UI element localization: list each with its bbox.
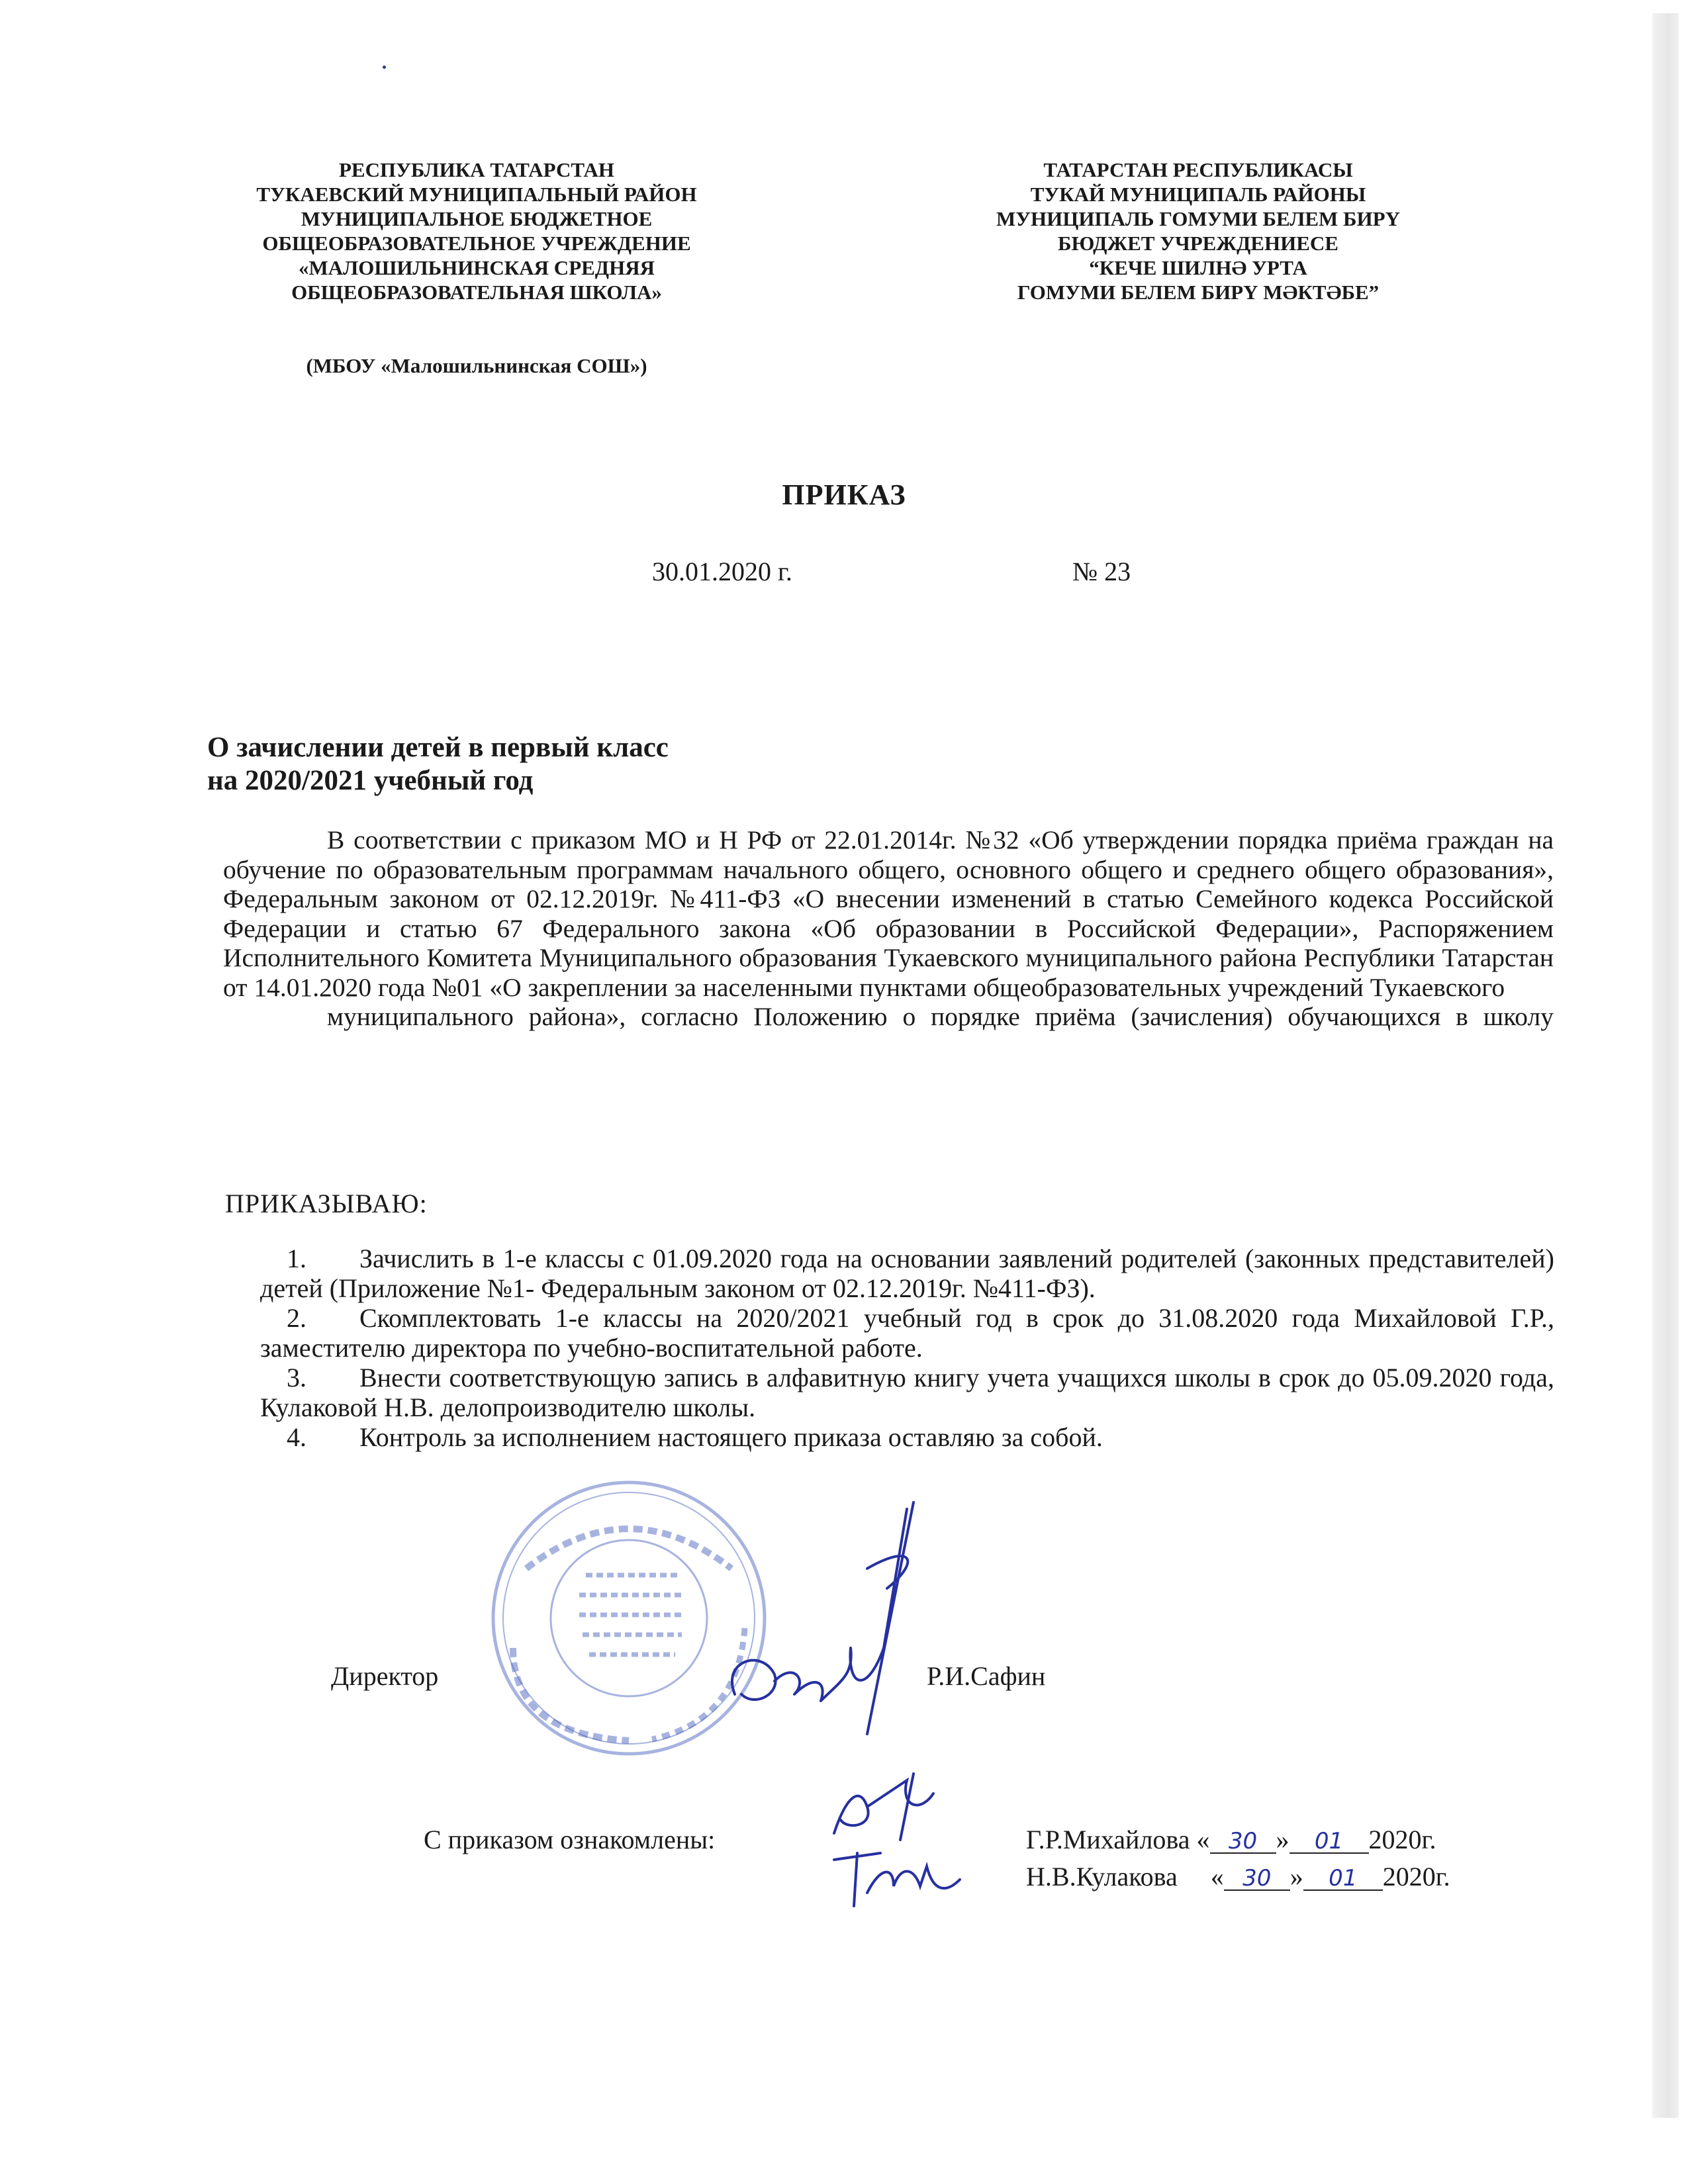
document-title: ПРИКАЗ [782,478,906,511]
header-russian [199,158,755,378]
item-text: Скомплектовать 1-е классы на 2020/2021 учебный год в срок до 31.08.2020 года Михайловой Г.Р., заместителю директора по учебно-воспитательной работе. [260,1303,1554,1363]
item-text: Зачислить в 1-е классы с 01.09.2020 года на основании заявлений родителей (законных представителей) детей (Приложение №1- Федеральным законом от 02.12.2019г. №411-ФЗ). [260,1244,1554,1303]
ack-name: Н.В.Кулакова [1026,1862,1178,1891]
preamble-text: В соответствии с приказом МО и Н РФ от 22.01.2014г. №32 «Об утверждении порядка приёма граждан на обучение по образовательным программам начального общего, основного общего и среднего общего образования», Федеральным законом от 02.12.2019г. №411-ФЗ «О внесении изменений в статью Семейного кодекса Российской Федерации и статью 67 Федерального закона «Об образовании в Российской Федерации», Распоряжением Исполнительного Комитета Муниципального образования Тукаевского муниципального района Республики Татарстан от 14.01.2020 года №01 «О закреплении за населенными пунктами общеобразовательных учреждений Тукаевского [223,825,1554,1002]
document-subject [207,731,669,797]
header-line: МУНИЦИПАЛЬНОЕ БЮДЖЕТНОЕ [301,207,653,230]
item-number: 4. [287,1422,306,1452]
acknowledgement-signature-1 [821,1767,960,1846]
item-number: 1. [287,1244,306,1273]
header-line: ТУКАЙ МУНИЦИПАЛЬ РАЙОНЫ [1030,183,1366,206]
director-signature [715,1482,933,1774]
scan-edge-strip [1652,13,1679,2118]
document-number: № 23 [1072,557,1131,586]
ack-month: 01 [1289,1830,1369,1854]
ack-day: 30 [1210,1830,1276,1854]
header-line: БЮДЖЕТ УЧРЕЖДЕНИЕСЕ [1058,232,1338,255]
header-line: “КЕЧЕ ШИЛНӘ УРТА [1089,256,1307,279]
header-line: ОБЩЕОБРАЗОВАТЕЛЬНАЯ ШКОЛА» [291,281,662,304]
preamble-paragraph [223,825,1554,1032]
director-name: Р.И.Сафин [927,1661,1046,1691]
header-line: РЕСПУБЛИКА ТАТАРСТАН [338,158,615,181]
school-short-name: (МБОУ «Малошильнинская СОШ») [306,354,647,377]
header-line: ТАТАРСТАН РЕСПУБЛИКАСЫ [1043,158,1353,181]
director-position: Директор [331,1661,439,1691]
header-tatar [920,158,1476,304]
ack-month: 01 [1303,1867,1383,1891]
item-number: 3. [287,1363,306,1392]
order-item [260,1303,1554,1363]
ack-year: 2020г. [1382,1862,1450,1891]
order-item [260,1363,1554,1422]
subject-line: О зачислении детей в первый класс [207,732,669,763]
order-word: ПРИКАЗЫВАЮ: [225,1189,428,1218]
order-item [260,1422,1554,1452]
acknowledgement-row: Н.В.Кулакова « 30 » 01 2020г. [1026,1862,1450,1891]
ack-day: 30 [1224,1867,1290,1891]
item-number: 2. [287,1303,306,1333]
document-date: 30.01.2020 г. [652,557,792,586]
ack-year: 2020г. [1368,1825,1436,1854]
ack-name: Г.Р.Михайлова [1026,1825,1190,1854]
acknowledgement-signature-2 [827,1840,973,1919]
item-text: Внести соответствующую запись в алфавитную книгу учета учащихся школы в срок до 05.09.2020 года, Кулаковой Н.В. делопроизводителю школы. [260,1363,1554,1422]
order-item [260,1244,1554,1303]
order-items [260,1244,1554,1452]
header-line: «МАЛОШИЛЬНИНСКАЯ СРЕДНЯЯ [298,256,655,279]
item-text: Контроль за исполнением настоящего приказа оставляю за собой. [359,1422,1103,1452]
header-line: МУНИЦИПАЛЬ ГОМУМИ БЕЛЕМ БИРҮ [996,207,1400,230]
subject-line: на 2020/2021 учебный год [207,765,534,796]
header-line: ГОМУМИ БЕЛЕМ БИРҮ МӘКТӘБЕ” [1017,281,1380,304]
acknowledgement-row: Г.Р.Михайлова « 30 » 01 2020г. [1026,1825,1436,1854]
acknowledgement-label: С приказом ознакомлены: [424,1825,716,1854]
header-line: ОБЩЕОБРАЗОВАТЕЛЬНОЕ УЧРЕЖДЕНИЕ [262,232,691,255]
preamble-last-line: муниципального района», согласно Положению о порядке приёма (зачисления) обучающихся в школу [327,1002,1554,1031]
header-line: ТУКАЕВСКИЙ МУНИЦИПАЛЬНЫЙ РАЙОН [256,183,697,206]
scan-speck [383,66,386,69]
